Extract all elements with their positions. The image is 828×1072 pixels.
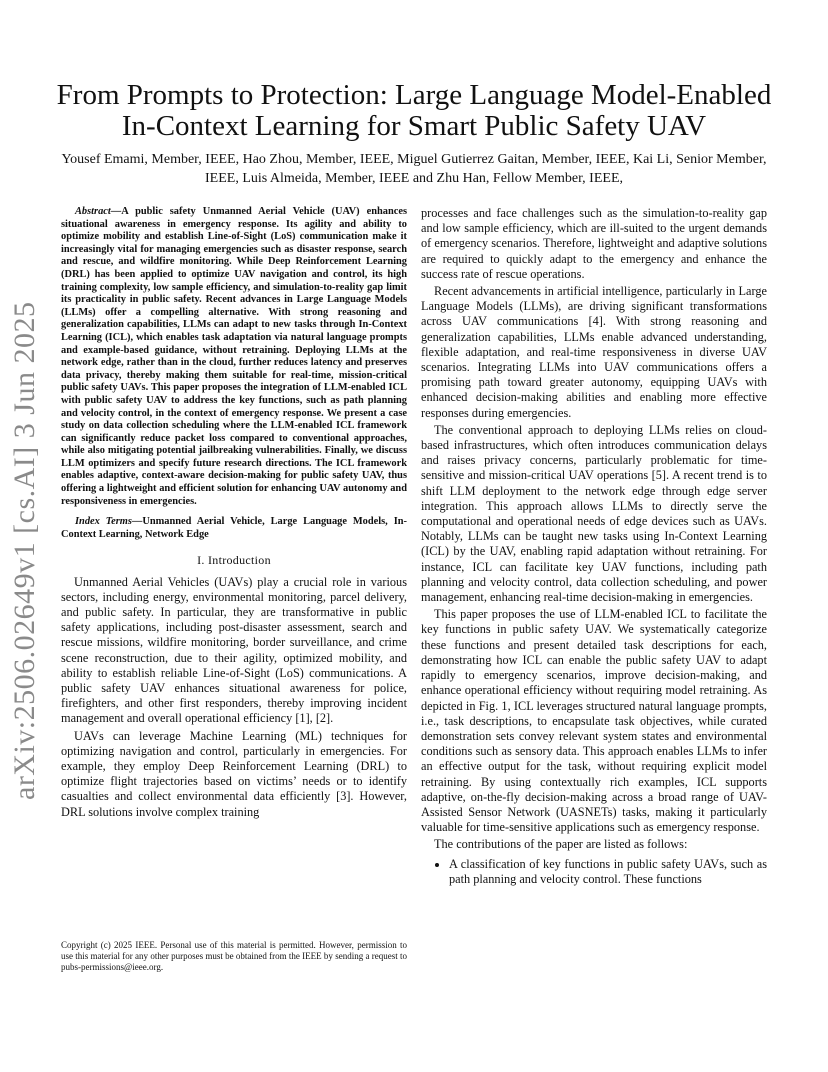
list-item: • A classification of key functions in public safety UAVs, such as path planning and velocity control. These functions	[449, 857, 767, 887]
paragraph: This paper proposes the use of LLM-enabled ICL to facilitate the key functions in public safety UAV. We systematically categorize these functions and present detailed task descriptions for each, demonstrating how ICL can enable the public safety UAV to adapt rapidly to emergency scenarios, improve decision-making, and enhance operational efficiency without requiring model retraining. As depicted in Fig. 1, ICL leverages structured natural language prompts, i.e., task descriptions, to encapsulate task objectives, while curated demonstration sets convey relevant system states and environmental conditions such as sensory data. This approach enables LLMs to infer an effective output for the task, without requiring explicit model retraining. By using contextually rich examples, ICL supports adaptive, on-the-fly decision-making across a broad range of UAV-Assisted Sensor Network (UASNETs) tasks, making it particularly valuable for time-sensitive applications such as emergency response.	[421, 607, 767, 835]
paragraph-continued: processes and face challenges such as the simulation-to-reality gap and low sample efficiency, which are ill-suited to the urgent demands of emergency scenarios. Therefore, lightweight and adaptive solutions are required to quickly adapt to the emergency and enhance the success rate of rescue operations.	[421, 206, 767, 281]
paper-title: From Prompts to Protection: Large Language Model-Enabled In-Context Learning for Smart Public Safety UAV	[56, 79, 772, 142]
index-terms-label: Index Terms	[75, 516, 132, 528]
paragraph: The contributions of the paper are listed as follows:	[434, 837, 688, 852]
author-list: Yousef Emami, Member, IEEE, Hao Zhou, Member, IEEE, Miguel Gutierrez Gaitan, Member, IEEE, Kai Li, Senior Member, IEEE, Luis Almeida, Member, IEEE and Zhu Han, Fellow Member, IEEE,	[61, 152, 767, 186]
paragraph: UAVs can leverage Machine Learning (ML) techniques for optimizing navigation and control, particularly in emergencies. For example, they employ Deep Reinforcement Learning (DRL) to optimize flight trajectories based on victims’ needs or to identify casualties and collect environmental data efficiently [3]. However, DRL solutions involve complex training	[61, 728, 407, 819]
abstract-label: Abstract	[75, 206, 111, 217]
arxiv-identifier: arXiv:2506.02649v1 [cs.AI] 3 Jun 2025	[8, 301, 41, 800]
contribution-list	[421, 857, 767, 887]
paragraph: The conventional approach to deploying LLMs relies on cloud-based infrastructures, which often introduces communication delays and raises privacy concerns, particularly problematic for time-sensitive and mission-critical UAV operations [5]. A recent trend is to shift LLM deployment to the network edge through edge server integration. This approach allows LLMs to directly serve the computational and operational needs of edge devices such as UAVs. Notably, LLMs can be taught new tasks using In-Context Learning (ICL) by the UAV, enabling rapid adaptation without retraining. For instance, ICL can facilitate key UAV functions, including path planning and velocity control, data collection scheduling, and power management, enhancing real-time decision-making in emergencies.	[421, 422, 767, 605]
right-column	[421, 206, 767, 887]
paragraph: Recent advancements in artificial intelligence, particularly in Large Language Models (LLMs), are driving significant transformations across UAV communications [4]. With strong reasoning and generalization capabilities, LLMs enable advanced understanding, flexible adaptation, and real-time responsiveness in diverse UAV scenarios. Integrating LLMs into UAV communications offers a promising path toward greater autonomy, equipping UAVs with enhanced decision-making abilities and enabling more effective responses during emergencies.	[421, 284, 767, 420]
copyright-footnote: Copyright (c) 2025 IEEE. Personal use of this material is permitted. However, permission to use this material for any other purposes must be obtained from the IEEE by sending a request to pubs-permissions@ieee.org.	[61, 940, 407, 972]
index-terms-text: —Unmanned Aerial Vehicle, Large Language Models, In-Context Learning, Network Edge	[61, 516, 407, 540]
paragraph: Unmanned Aerial Vehicles (UAVs) play a crucial role in various sectors, including energy, environmental monitoring, parcel delivery, and public safety. In particular, they are transformative in public safety applications, including post-disaster assessment, search and rescue missions, wildfire monitoring, border surveillance, and crime scene reconstruction, due to their agility, optimized mobility, and ability to establish reliable Line-of-Sight (LoS) communications. A public safety UAV enhances situational awareness for police, firefighters, and other first responders, thereby improving incident management and overall operational efficiency [1], [2].	[61, 574, 407, 726]
left-column	[61, 206, 407, 820]
section-heading-introduction: I. Introduction	[197, 553, 271, 568]
abstract	[61, 206, 407, 508]
index-terms	[61, 516, 407, 541]
abstract-text: —A public safety Unmanned Aerial Vehicle (UAV) enhances situational awareness in emergency response. Its agility and ability to optimize mobility and establish Line-of-Sight (LoS) communication make it increasingly vital for managing emergencies such as disaster response, search and rescue, and wildfire monitoring. While Deep Reinforcement Learning (DRL) has been applied to optimize UAV navigation and control, its high training complexity, low sample efficiency, and simulation-to-reality gap limit its practicality in public safety. Recent advances in Large Language Models (LLMs) offer a compelling alternative. With strong reasoning and generalization capabilities, LLMs can adapt to new tasks through In-Context Learning (ICL), which enables task adaptation via natural language prompts and example-based guidance, without retraining. Deploying LLMs at the network edge, rather than in the cloud, further reduces latency and preserves data privacy, thereby making them suitable for real-time, mission-critical public safety UAVs. This paper proposes the integration of LLM-enabled ICL with public safety UAV to address the key functions, such as path planning and velocity control, in the context of emergency response. We present a case study on data collection scheduling where the LLM-enabled ICL framework can significantly reduce packet loss compared to conventional approaches, while also mitigating potential jailbreaking vulnerabilities. Finally, we discuss LLM optimizers and specify future research directions. The ICL framework enables adaptive, context-aware decision-making for public safety UAV, thus offering a lightweight and efficient solution for enhancing UAV autonomy and responsiveness in emergencies.	[61, 206, 407, 507]
